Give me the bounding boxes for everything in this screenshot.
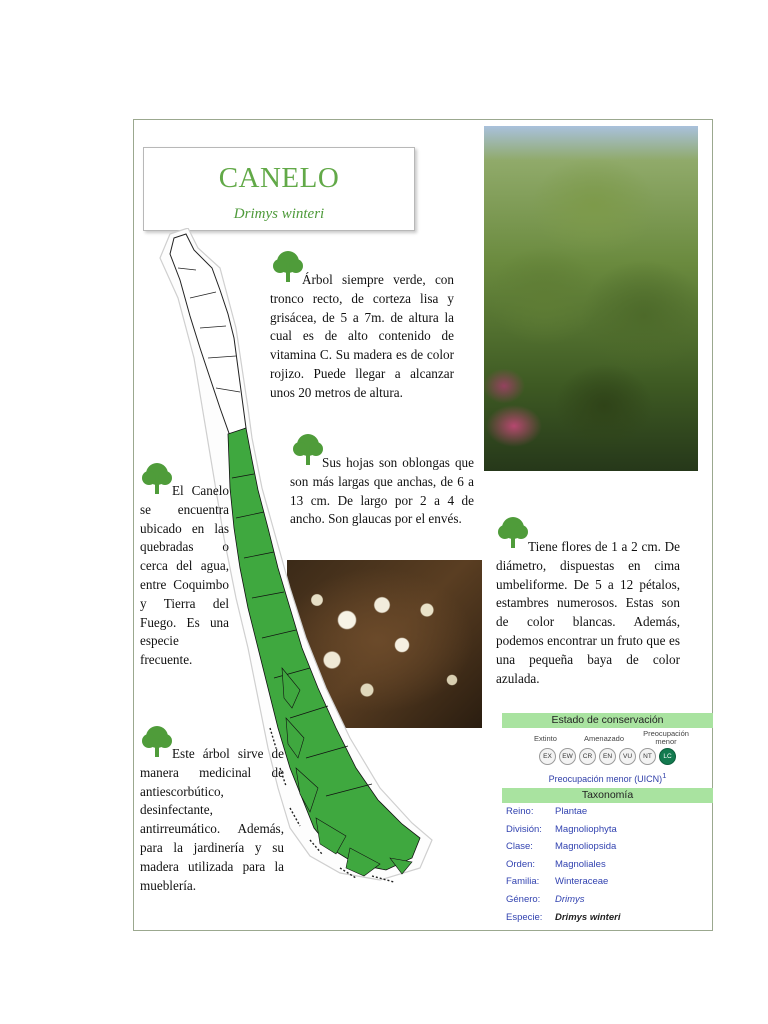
description-flowers [496, 538, 680, 688]
taxonomy-row [502, 838, 713, 856]
paragraph-flowers: Tiene flores de 1 a 2 cm. De diámetro, dispuestas en cima umbeliforme. De 5 a 12 pétalos, estambres numerosos. Estas son de color blancas. Además, podemos encontrar un fruto que es una pequeña baya de color azulada. [496, 539, 680, 686]
page-title: CANELO [218, 162, 340, 194]
taxonomy-value: Drimys winteri [555, 911, 621, 923]
taxonomy-value[interactable]: Drimys [555, 893, 585, 905]
status-ew: EW [559, 748, 576, 765]
status-en: EN [599, 748, 616, 765]
status-ex: EX [539, 748, 556, 765]
taxonomy-value[interactable]: Plantae [555, 806, 588, 817]
taxonomy-value[interactable]: Winteraceae [555, 876, 609, 888]
paragraph-trunk: Árbol siempre verde, con tronco recto, de corteza lisa y grisácea, de 5 a 7m. de altura la cual es de alto contenido de vitamina C. Su madera es de color rojizo. Puede llegar a alcanzar unos 20 metros de altura. [270, 272, 454, 400]
taxonomy-row [502, 873, 713, 891]
taxonomy-heading: Taxonomía [502, 788, 713, 803]
paragraph-leaves: Sus hojas son oblongas que son más largas que anchas, de 6 a 13 cm. De largo por 2 a 4 de ancho. Son glaucas por el envés. [290, 455, 474, 527]
taxonomy-row [502, 821, 713, 839]
status-nt: NT [639, 748, 656, 765]
conservation-heading: Estado de conservación [502, 713, 713, 728]
description-trunk [270, 271, 454, 403]
taxonomy-key: División: [506, 823, 542, 835]
label-threatened: Amenazado [584, 734, 625, 743]
taxonomy-row [502, 891, 713, 909]
scientific-name: Drimys winteri [233, 206, 325, 222]
title-box [143, 147, 415, 231]
conservation-status-text[interactable]: Preocupación menor (UICN) [548, 774, 663, 784]
description-uses [140, 745, 284, 895]
taxonomy-value[interactable]: Magnoliales [555, 858, 606, 870]
taxonomy-row [502, 909, 713, 927]
taxonomy-key: Género: [506, 893, 541, 905]
taxonomy-table [502, 803, 713, 926]
taxonomy-key: Familia: [506, 876, 540, 888]
taxonomy-row [502, 803, 713, 821]
status-vu: VU [619, 748, 636, 765]
status-cr: CR [579, 748, 596, 765]
conservation-scale-labels [502, 728, 713, 748]
taxonomy-value[interactable]: Magnoliopsida [555, 841, 617, 853]
taxonomy-key: Reino: [506, 806, 534, 817]
tree-photo [484, 126, 698, 471]
taxonomy-card [502, 713, 713, 931]
conservation-status[interactable] [502, 771, 713, 784]
conservation-scale [502, 748, 713, 765]
taxonomy-key: Orden: [506, 858, 536, 870]
footnote-ref[interactable]: 1 [662, 771, 667, 780]
taxonomy-value[interactable]: Magnoliophyta [555, 823, 617, 835]
label-least-concern: Preocupación menor [643, 729, 689, 746]
description-location [140, 482, 229, 670]
status-lc: LC [659, 748, 676, 765]
paragraph-location: El Canelo se encuentra ubicado en las quebradas o cerca del agua, entre Coquimbo y Tierra del Fuego. Es una especie frecuente. [140, 483, 229, 668]
label-extinct: Extinto [534, 734, 557, 743]
taxonomy-key: Clase: [506, 841, 533, 853]
taxonomy-row [502, 856, 713, 874]
description-leaves [290, 454, 474, 529]
paragraph-uses: Este árbol sirve de manera medicinal de antiescorbútico, desinfectante, antirreumático. Además, para la jardinería y su madera utilizada para la mueblería. [140, 746, 284, 893]
taxonomy-key: Especie: [506, 911, 543, 923]
